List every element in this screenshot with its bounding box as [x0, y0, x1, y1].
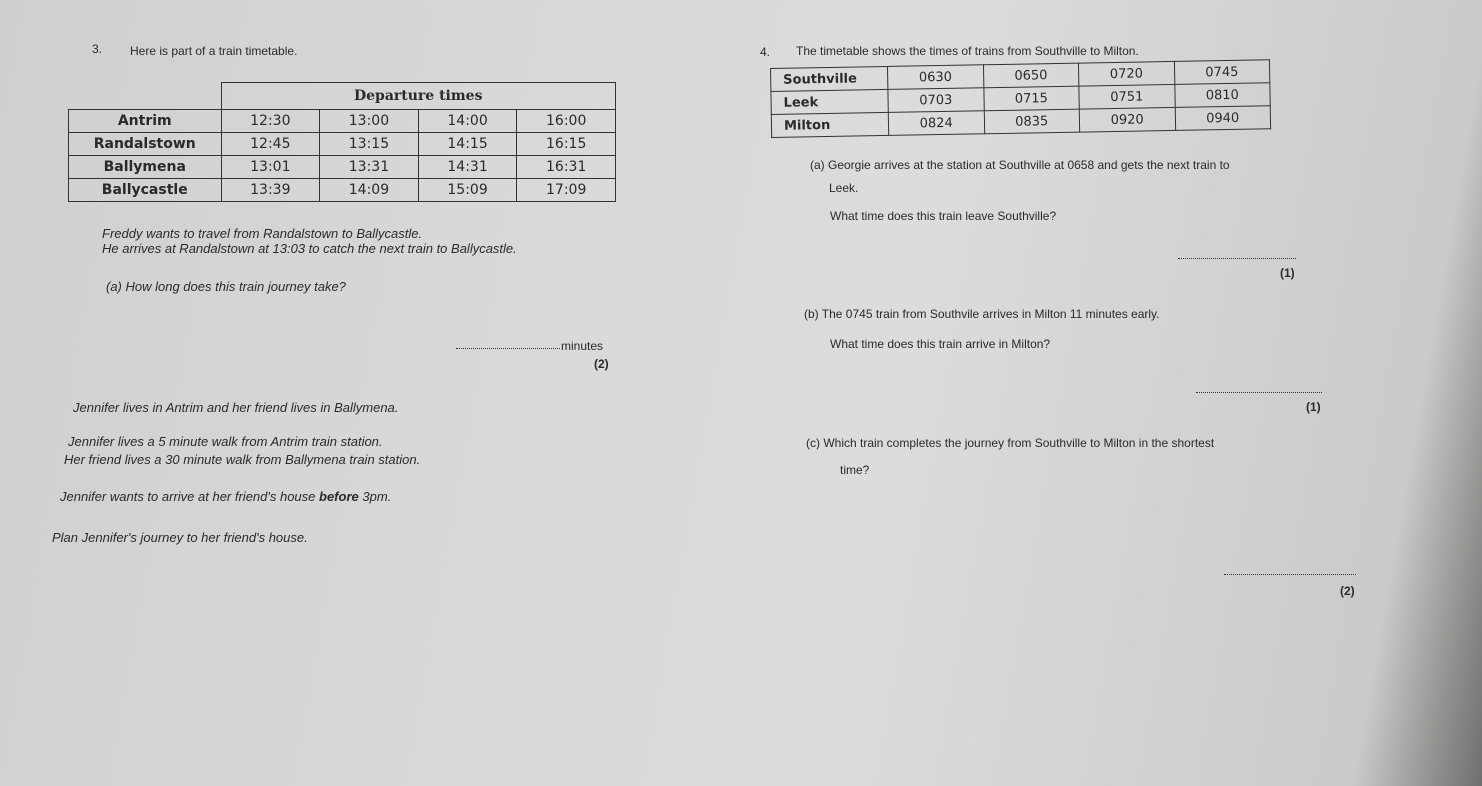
station-name: Antrim: [69, 110, 222, 133]
time-cell: 16:00: [517, 110, 616, 133]
time-cell: 16:31: [517, 156, 616, 179]
q4-part-c-line-1: (c) Which train completes the journey from Southville to Milton in the shortest: [806, 436, 1215, 450]
time-cell: 13:15: [320, 133, 419, 156]
time-cell: 0835: [984, 109, 1080, 134]
freddy-line-2: He arrives at Randalstown at 13:03 to catch the next train to Ballycastle.: [102, 241, 517, 256]
time-cell: 0720: [1078, 61, 1174, 86]
table-row: [69, 179, 616, 202]
answer-line-q4c[interactable]: [1224, 574, 1356, 575]
table-row: [69, 156, 616, 179]
time-cell: 0810: [1174, 83, 1270, 108]
q3-part-a: (a) How long does this train journey take?: [106, 279, 346, 294]
marks-q3a: (2): [594, 357, 609, 371]
q3-number: 3.: [92, 42, 103, 56]
freddy-line-1: Freddy wants to travel from Randalstown to Ballycastle.: [102, 226, 423, 241]
answer-line-q4a[interactable]: [1178, 258, 1296, 259]
timetable-header: Departure times: [221, 83, 616, 110]
time-cell: 0703: [888, 88, 984, 113]
time-cell: 0715: [983, 86, 1079, 111]
time-cell: 13:31: [320, 156, 419, 179]
station-name: Southville: [771, 66, 888, 91]
time-cell: 0920: [1079, 107, 1175, 132]
q3-intro: Here is part of a train timetable.: [130, 44, 298, 58]
time-cell: 14:09: [320, 179, 419, 202]
time-cell: 0745: [1174, 60, 1270, 85]
time-cell: 15:09: [418, 179, 517, 202]
time-cell: 0650: [983, 63, 1079, 88]
time-cell: 12:45: [221, 133, 320, 156]
q4-number: 4.: [760, 45, 771, 59]
time-cell: 13:01: [221, 156, 320, 179]
q4-part-a-line-1: (a) Georgie arrives at the station at Southville at 0658 and gets the next train to: [810, 158, 1230, 172]
time-cell: 17:09: [517, 179, 616, 202]
q4-part-b: (b) The 0745 train from Southvile arrives in Milton 11 minutes early.: [804, 307, 1160, 321]
q4-part-b-question: What time does this train arrive in Milton?: [830, 337, 1051, 351]
time-cell: 0630: [887, 65, 983, 90]
time-cell: 13:39: [221, 179, 320, 202]
time-cell: 12:30: [221, 110, 320, 133]
marks-q4b: (1): [1306, 400, 1321, 414]
station-name: Leek: [771, 89, 888, 114]
jennifer-line-3: Her friend lives a 30 minute walk from Ballymena train station.: [64, 452, 421, 467]
jennifer-line-4-bold: before: [319, 489, 359, 504]
timetable-corner: [69, 83, 222, 110]
q3-timetable: [68, 82, 616, 202]
q4-timetable: [770, 59, 1271, 138]
station-name: Randalstown: [69, 133, 222, 156]
answer-line-q3a[interactable]: [456, 348, 560, 349]
answer-line-q4b[interactable]: [1196, 392, 1322, 393]
time-cell: 14:15: [418, 133, 517, 156]
jennifer-line-4: [60, 489, 391, 504]
time-cell: 0751: [1079, 84, 1175, 109]
station-name: Ballymena: [69, 156, 222, 179]
table-row: [69, 133, 616, 156]
time-cell: 0940: [1175, 106, 1271, 131]
jennifer-line-2: Jennifer lives a 5 minute walk from Antrim train station.: [68, 434, 383, 449]
time-cell: 13:00: [320, 110, 419, 133]
q4-intro: The timetable shows the times of trains from Southville to Milton.: [796, 44, 1139, 58]
table-row: [69, 110, 616, 133]
answer-unit: minutes: [561, 339, 604, 353]
jennifer-line-4-post: 3pm.: [358, 489, 392, 504]
time-cell: 14:00: [418, 110, 517, 133]
marks-q4a: (1): [1280, 266, 1295, 280]
q4-part-c-line-2: time?: [840, 463, 870, 477]
q4-part-a-question: What time does this train leave Southville?: [830, 209, 1057, 223]
time-cell: 16:15: [517, 133, 616, 156]
time-cell: 0824: [888, 111, 984, 136]
station-name: Ballycastle: [69, 179, 222, 202]
jennifer-line-1: Jennifer lives in Antrim and her friend lives in Ballymena.: [73, 400, 399, 415]
station-name: Milton: [771, 112, 888, 137]
q4-part-a-line-2: Leek.: [829, 181, 859, 195]
time-cell: 14:31: [418, 156, 517, 179]
plan-instruction: Plan Jennifer's journey to her friend's house.: [52, 530, 308, 545]
marks-q4c: (2): [1340, 584, 1355, 598]
jennifer-line-4-pre: Jennifer wants to arrive at her friend's house: [60, 489, 320, 504]
